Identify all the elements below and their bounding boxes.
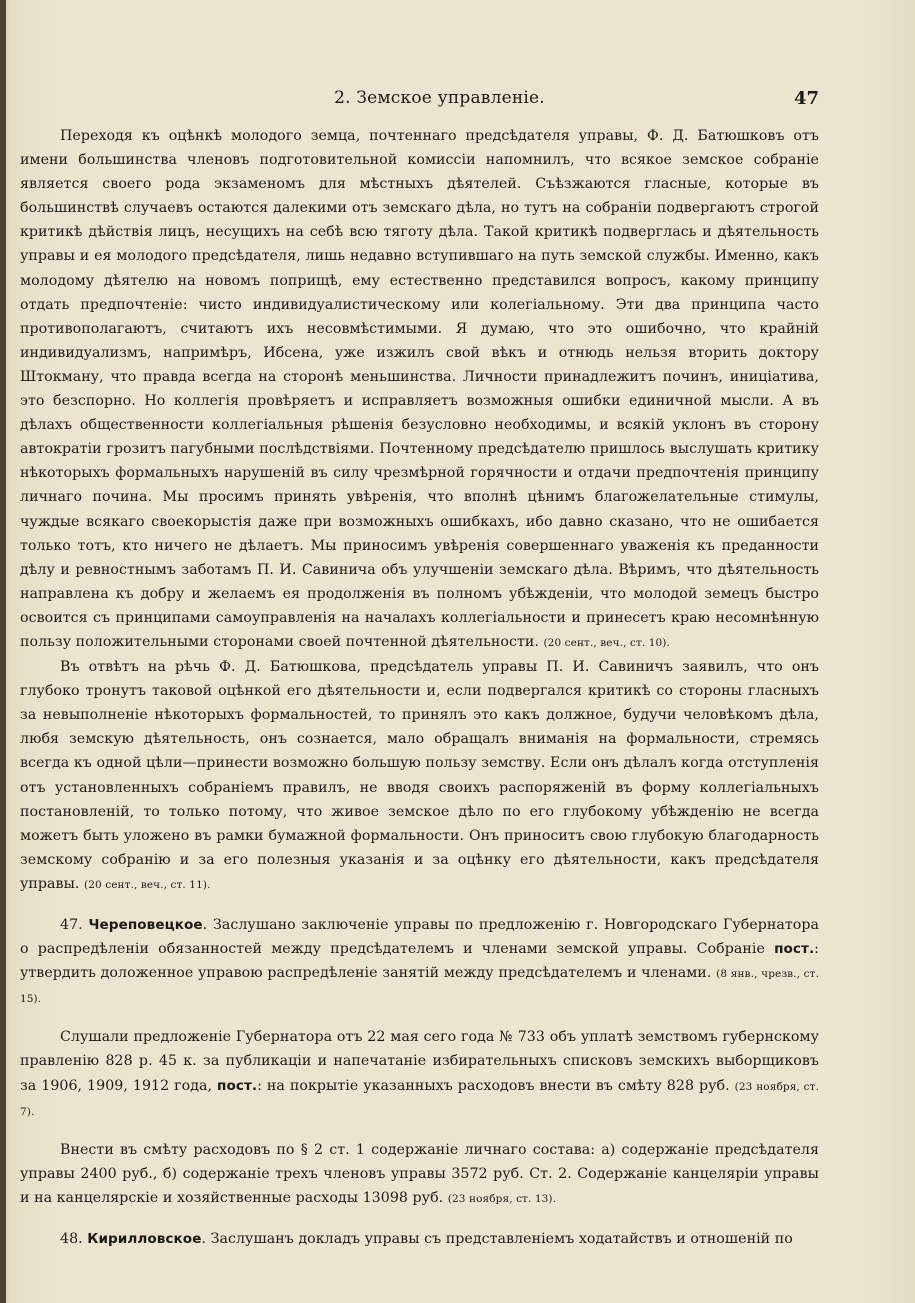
paragraph-governor-proposal [20,1025,819,1123]
paragraph-budget-entries [20,1138,819,1211]
paragraph-text: Въ отвѣтъ на рѣчь Ф. Д. Батюшкова, предсѣдатель управы П. И. Савиничъ заявилъ, что онъ глубоко тронутъ таковой оцѣнкой его дѣятельности и, если подвергался критикѣ со стороны гласныхъ за невыполненіе нѣкоторыхъ формальностей, то принялъ это какъ должное, будучи человѣкомъ дѣла, любя земскую дѣятельность, онъ сознается, мало обращалъ вниманія на формальности, стремясь всегда къ одной цѣли—принести возможно большую пользу земству. Если онъ дѣлалъ когда отступленія отъ установленныхъ собраніемъ правилъ, не вводя своихъ распоряженій въ форму коллегіальныхъ постановленій, то только потому, что живое земское дѣло по его глубокому убѣжденію не всегда можетъ быть уложено въ рамки бумажной формальности. Онъ приноситъ свою глубокую благодарность земскому собранію и за его полезныя указанія и за оцѣнку его дѣятельности, какъ предсѣдателя управы. [20,659,819,892]
section-48-kirillov [20,1227,819,1251]
body-text [20,124,819,1251]
paragraph-text: Внести въ смѣту расходовъ по § 2 ст. 1 содержаніе личнаго состава: а) содержаніе предсѣдателя управы 2400 руб., б) содержаніе трехъ членовъ управы 3572 руб. Ст. 2. Содержаніе канцеляріи управы и на канцелярскіе и хозяйственные расходы 13098 руб. [20,1141,819,1206]
section-title: 2. Земское управленіе. [334,88,545,108]
paragraph-text: Слушали предложеніе Губернатора отъ 22 мая сего года № 733 объ уплатѣ земствомъ губернскому правленію 828 р. 45 к. за публикаціи и напечатаніе избирательныхъ списковъ земскихъ выборщиковъ за 1906, 1909, 1912 года, [20,1029,819,1094]
section-number: 47. [60,917,83,933]
session-reference: (20 сент., веч., ст. 11). [84,878,211,891]
session-reference: (20 сент., веч., ст. 10). [543,636,670,649]
session-reference: (23 ноября, ст. 13). [447,1192,557,1205]
page-number: 47 [793,88,819,109]
paragraph-text: . Заслушано заключеніе управы по предложенію г. Новгородскаго Губернатора о распредѣленіи обязанностей между предсѣдателемъ и членами земской управы. Собраніе [20,917,820,958]
section-number: 48. [60,1231,83,1248]
paragraph-batyushkov-speech [20,124,819,655]
paragraph-text: : утвердить доложенное управою распредѣленіе занятій между предсѣдателемъ и членами. [20,941,820,982]
running-header [60,88,819,112]
paragraph-text: Переходя къ оцѣнкѣ молодого земца, почтеннаго предсѣдателя управы, Ф. Д. Батюшковъ отъ имени большинства членовъ подготовительной комиссіи напомнилъ, что всякое земское собраніе является своего рода экзаменомъ для мѣстныхъ дѣятелей. Съѣзжаются гласные, которые въ большинствѣ случаевъ остаются далекими отъ земскаго дѣла, но тутъ на собраніи подвергаютъ строгой критикѣ дѣйствія лицъ, несущихъ на себѣ всю тяготу дѣла. Такой критикѣ подверглась и дѣятельность управы и ея молодого предсѣдателя, лишь недавно вступившаго на путь земской службы. Именно, какъ молодому дѣятелю на новомъ поприщѣ, ему естественно представился вопросъ, какому принципу отдать предпочтеніе: чисто индивидуалистическому или колегіальному. Эти два принципа часто противополагаютъ, считаютъ ихъ несовмѣстимыми. Я думаю, что это ошибочно, что крайній индивидуализмъ, напримѣръ, Ибсена, уже изжилъ свой вѣкъ и отнюдь нельзя вторить доктору Штокману, что правда всегда на сторонѣ меньшинства. Личности принадлежитъ починъ, иниціатива, это безспорно. Но коллегія провѣряетъ и исправляетъ возможныя ошибки единичной мысли. А въ дѣлахъ общественности коллегіальныя рѣшенія безусловно необходимы, и всякій уклонъ въ сторону автократіи грозитъ пагубными послѣдствіями. Почтенному предсѣдателю пришлось выслушать критику нѣкоторыхъ формальныхъ нарушеній въ силу чрезмѣрной горячности и отдачи предпочтенія принципу личнаго почина. Мы просимъ принять увѣренія, что вполнѣ цѣнимъ благожелательные стимулы, чуждые всякаго своекорыстія даже при возможныхъ ошибкахъ, ибо давно сказано, что не ошибается только тотъ, кто ничего не дѣлаетъ. Мы приносимъ увѣренія совершеннаго уваженія къ преданности дѣлу и ревностнымъ заботамъ П. И. Савинича объ улучшеніи земскаго дѣла. Вѣримъ, что дѣятельность направлена къ добру и желаемъ ея продолженія въ полномъ убѣжденіи, что молодой земецъ быстро освоится съ принципами самоуправленія на началахъ коллегіальности и принесетъ краю несомнѣнную пользу положительными сторонами своей почтенной дѣятельности. [20,128,819,650]
resolution-keyword: пост. [217,1077,258,1094]
session-reference: (8 янв., чрезв., ст. 15). [20,968,820,1006]
book-spine-edge [0,0,6,1303]
session-reference: (23 ноября, ст. 7). [20,1080,820,1118]
paragraph-text: . Заслушанъ докладъ управы съ представленіемъ ходатайствъ и отношеній по [201,1231,793,1248]
section-heading: Череповецкое [88,917,203,933]
paragraph-text: : на покрытіе указанныхъ расходовъ внести въ смѣту 828 руб. [257,1077,730,1094]
section-47-cherepovets [20,913,819,1011]
paragraph-savinich-reply [20,655,819,897]
resolution-keyword: пост. [774,941,815,958]
section-heading: Кирилловское [87,1231,202,1248]
